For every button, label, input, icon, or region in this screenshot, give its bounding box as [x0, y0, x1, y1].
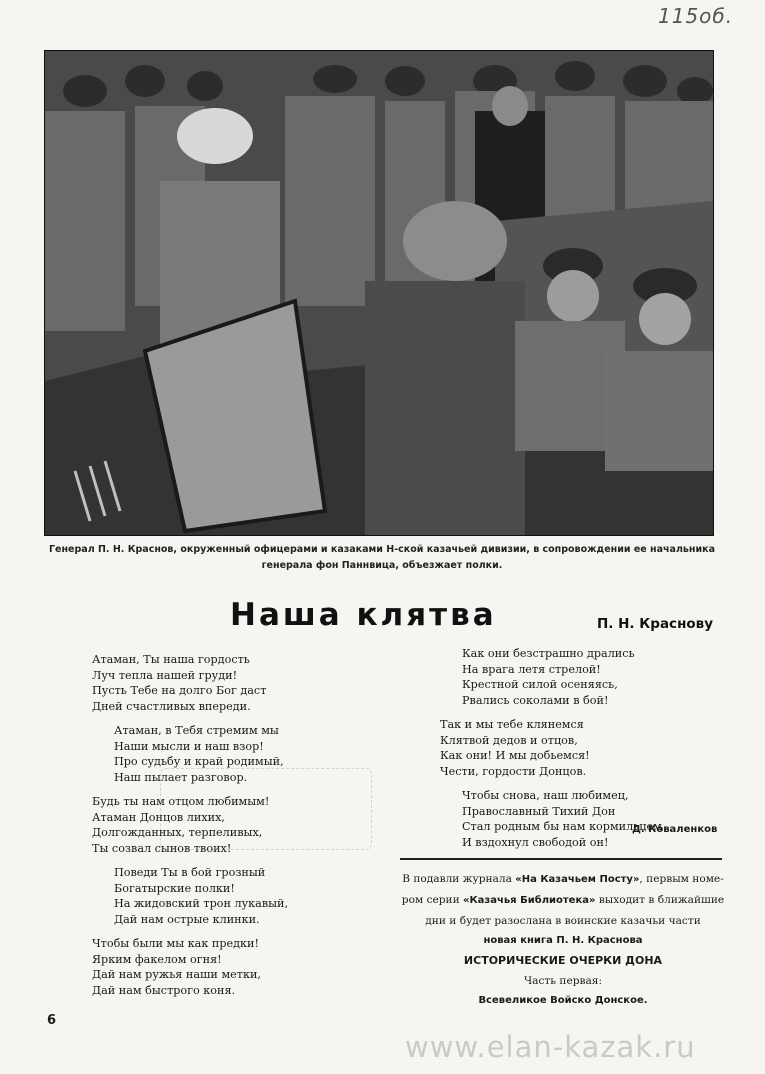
poem-line: Атаман, Ты наша гордость: [92, 653, 250, 666]
poem-line: Дней счастливых впереди.: [92, 699, 251, 713]
poem-line: Так и мы тебе клянемся: [440, 718, 584, 731]
poem-left-column: [92, 652, 352, 1007]
stanza: [440, 717, 690, 779]
poem-line: Поведи Ты в бой грозный: [114, 866, 266, 879]
poem-line: Клятвой дедов и отцов,: [440, 733, 578, 747]
site-watermark: www.elan-kazak.ru: [405, 1030, 696, 1064]
poem-line: Крестной силой осеняясь,: [462, 678, 618, 691]
poem-line: Дай нам ружья наши метки,: [92, 968, 261, 981]
notice-line: новая книга П. Н. Краснова: [483, 935, 643, 946]
poem-line: Как они безстрашно дрались: [462, 647, 635, 660]
poem-line: Дай нам острые клинки.: [114, 912, 260, 926]
poem-line: Православный Тихий Дон: [462, 804, 616, 818]
page-number: 6: [47, 1013, 57, 1028]
poem-author: Д. Коваленков: [632, 824, 718, 835]
poem-line: Чтобы были мы как предки!: [92, 937, 259, 950]
stanza: [92, 794, 352, 856]
poem-line: И вздохнул свободой он!: [462, 835, 609, 849]
notice-text: выходит в ближайшие: [595, 894, 725, 906]
stanza: [440, 646, 690, 708]
poem-line: Чести, гордости Донцов.: [440, 764, 587, 778]
poem-line: Стал родным бы нам кормильцем: [462, 820, 662, 833]
stanza: [92, 936, 352, 998]
handwritten-archive-note: 115об.: [658, 4, 734, 28]
stanza: [440, 788, 690, 850]
book-announcement: [398, 869, 728, 1011]
poem-line: Ты созвал сынов твоих!: [92, 841, 232, 855]
poem-line: Атаман, в Тебя стремим мы: [114, 724, 279, 737]
poem-line: Луч тепла нашей груди!: [92, 668, 238, 682]
stanza: [92, 723, 352, 785]
poem-line: Рвались соколами в бой!: [462, 693, 609, 707]
poem-line: На жидовский трон лукавый,: [114, 897, 289, 910]
poem-line: Дай нам быстрого коня.: [92, 983, 236, 997]
poem-line: Богатырские полки!: [114, 881, 235, 895]
poem-line: Чтобы снова, наш любимец,: [462, 789, 629, 802]
notice-line: [398, 890, 728, 911]
poem-line: Как они! И мы добьемся!: [440, 749, 590, 762]
poem-line: Атаман Донцов лихих,: [92, 810, 225, 824]
notice-text: ром серии: [401, 894, 464, 906]
poem-line: Долгожданных, терпеливых,: [92, 826, 263, 839]
divider: [400, 858, 722, 860]
poem-line: Наши мысли и наш взор!: [114, 739, 264, 753]
notice-text: В подавли журнала: [402, 873, 516, 885]
notice-line: Всевеликое Войско Донское.: [478, 995, 648, 1006]
poem-line: Будь ты нам отцом любимым!: [92, 795, 270, 808]
notice-line: [398, 869, 728, 890]
caption-line: генерала фон Паннвица, объезжает полки.: [261, 560, 503, 571]
poem-title: Наша клятва: [230, 597, 497, 633]
poem-line: На врага летя стрелой!: [462, 662, 601, 676]
poem-line: Наш пылает разговор.: [114, 770, 248, 784]
notice-line: Часть первая:: [523, 975, 603, 987]
notice-line: дни и будет разослана в воинские казачьи части: [425, 915, 701, 927]
historical-photograph: [44, 50, 714, 536]
stanza: [92, 652, 352, 714]
photo-caption: [40, 542, 724, 574]
poem-dedication: П. Н. Краснову: [597, 616, 714, 632]
journal-name: «На Казачьем Посту»: [515, 874, 640, 885]
caption-line: Генерал П. Н. Краснов, окруженный офицерами и казаками Н-ской казачьей дивизии, в сопровождении ее начальника: [49, 544, 715, 555]
stanza: [92, 865, 352, 927]
notice-text: , первым номе-: [639, 873, 724, 885]
poem-line: Про судьбу и край родимый,: [114, 755, 284, 768]
poem-line: Пусть Тебе на долго Бог даст: [92, 684, 267, 697]
series-name: «Казачья Библиотека»: [463, 895, 596, 906]
poem-line: Ярким факелом огня!: [92, 952, 222, 966]
book-title: ИСТОРИЧЕСКИЕ ОЧЕРКИ ДОНА: [463, 954, 663, 967]
photograph-icon: [45, 51, 713, 535]
